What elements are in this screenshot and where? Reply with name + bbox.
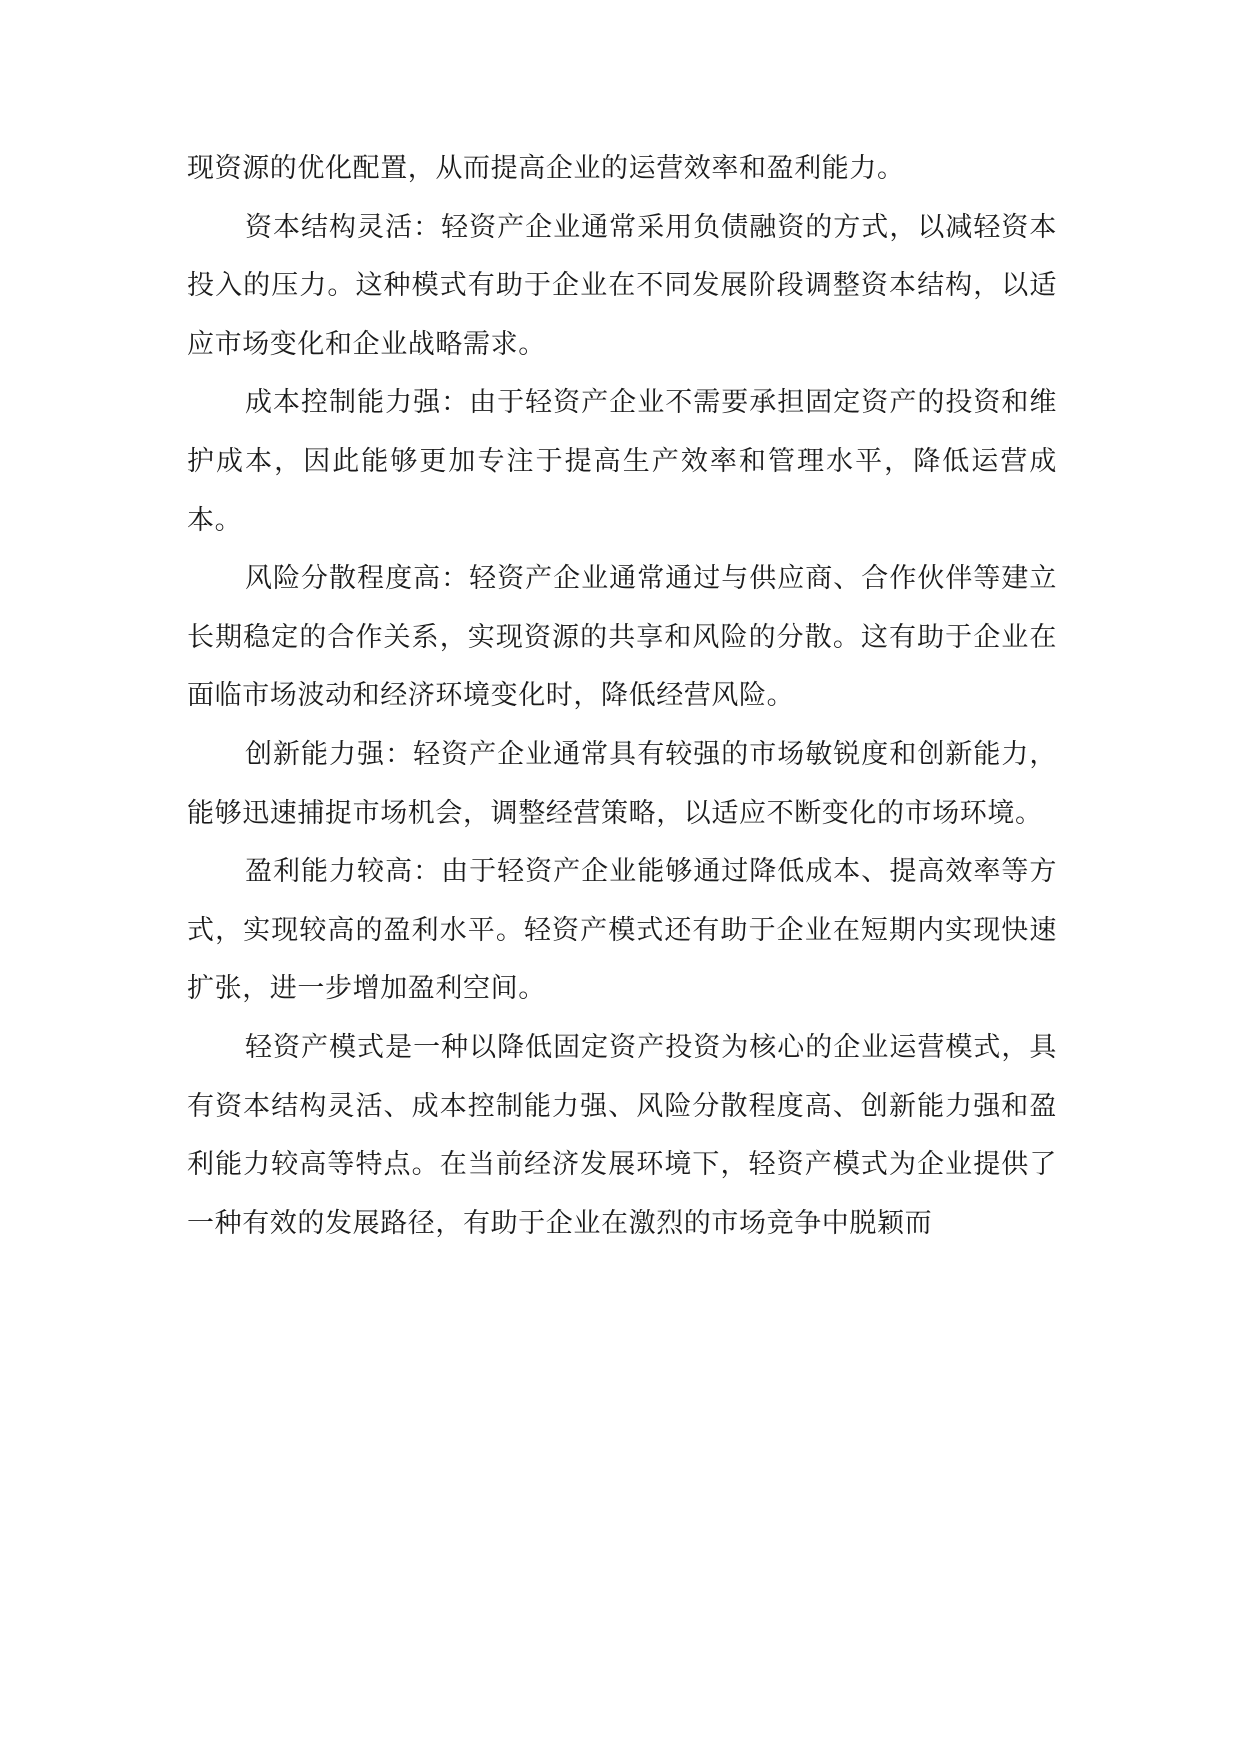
paragraph-capital-structure: 资本结构灵活：轻资产企业通常采用负债融资的方式，以减轻资本投入的压力。这种模式有助于企业在不同发展阶段调整资本结构，以适应市场变化和企业战略需求。 <box>187 211 1057 360</box>
paragraph-cost-control: 成本控制能力强：由于轻资产企业不需要承担固定资产的投资和维护成本，因此能够更加专注于提高生产效率和管理水平，降低运营成本。 <box>187 387 1057 536</box>
paragraph-continuation: 现资源的优化配置，从而提高企业的运营效率和盈利能力。 <box>187 153 905 184</box>
paragraph-innovation: 创新能力强：轻资产企业通常具有较强的市场敏锐度和创新能力，能够迅速捕捉市场机会，调整经营策略，以适应不断变化的市场环境。 <box>187 738 1057 829</box>
paragraph-risk-diversification: 风险分散程度高：轻资产企业通常通过与供应商、合作伙伴等建立长期稳定的合作关系，实现资源的共享和风险的分散。这有助于企业在面临市场波动和经济环境变化时，降低经营风险。 <box>187 563 1057 712</box>
paragraph-summary: 轻资产模式是一种以降低固定资产投资为核心的企业运营模式，具有资本结构灵活、成本控制能力强、风险分散程度高、创新能力强和盈利能力较高等特点。在当前经济发展环境下，轻资产模式为企业提供了一种有效的发展路径，有助于企业在激烈的市场竞争中脱颖而 <box>187 1031 1057 1239</box>
paragraph-profitability: 盈利能力较高：由于轻资产企业能够通过降低成本、提高效率等方式，实现较高的盈利水平。轻资产模式还有助于企业在短期内实现快速扩张，进一步增加盈利空间。 <box>187 856 1057 1005</box>
document-body <box>187 140 1057 1253</box>
